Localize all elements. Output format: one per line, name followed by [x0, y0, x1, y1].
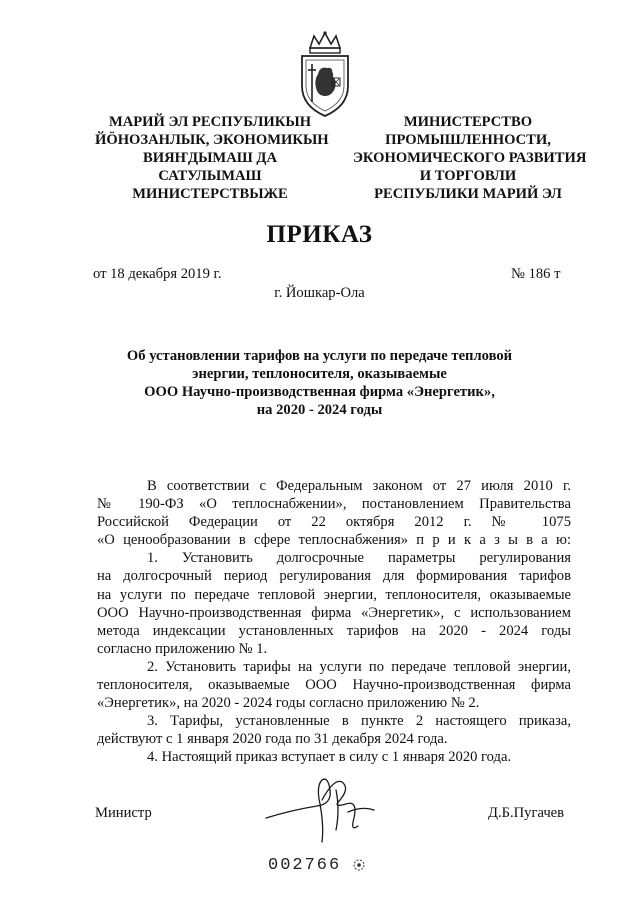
body-line: действуют с 1 января 2020 года по 31 декабря 2024 года. [97, 731, 448, 748]
header-right-line: ПРОМЫШЛЕННОСТИ, [385, 132, 551, 148]
body-line: № 190-ФЗ «О теплоснабжении», постановлением Правительства [97, 496, 571, 513]
order-body [97, 477, 571, 767]
header-left-line: САТУЛЫМАШ [158, 168, 262, 184]
ministry-name-russian [353, 113, 587, 203]
title-line: ООО Научно-производственная фирма «Энергетик», [144, 384, 495, 400]
body-line: согласно приложению № 1. [97, 640, 268, 657]
order-number: № 186 т [511, 266, 561, 282]
title-line: энергии, теплоносителя, оказываемые [192, 366, 447, 382]
security-mark-icon [351, 857, 367, 873]
order-title [60, 347, 579, 419]
signatory-role: Министр [95, 805, 152, 821]
order-city: г. Йошкар-Ола [274, 285, 365, 301]
header-right-line: РЕСПУБЛИКИ МАРИЙ ЭЛ [374, 186, 562, 202]
serial-number: 002766 [268, 856, 342, 875]
ministry-name-mari [95, 113, 329, 203]
body-line: ООО Научно-производственная фирма «Энергетик», с использованием [97, 604, 571, 621]
body-line: метода индексации установленных тарифов на 2020 - 2024 годы [97, 622, 571, 639]
header-right-line: ЭКОНОМИЧЕСКОГО РАЗВИТИЯ [353, 150, 587, 166]
header-right-line: МИНИСТЕРСТВО [403, 114, 533, 130]
body-line: «Энергетик», на 2020 - 2024 годы согласно приложению № 2. [97, 695, 480, 712]
document-type-heading: ПРИКАЗ [266, 221, 373, 248]
header-left-line: ЙӦНОЗАНЛЫК, ЭКОНОМИКЫН [95, 132, 329, 148]
body-line: 1. Установить долгосрочные параметры регулирования [147, 550, 571, 567]
order-date: от 18 декабря 2019 г. [93, 266, 222, 282]
body-line: 4. Настоящий приказ вступает в силу с 1 января 2020 года. [147, 749, 512, 766]
coat-of-arms-icon [296, 30, 354, 118]
body-line: Российской Федерации от 22 октября 2012 г. № 1075 [97, 514, 571, 531]
body-line: 2. Установить тарифы на услуги по передаче тепловой энергии, [147, 658, 571, 675]
header-left-line: ВИЯҤДЫМАШ ДА [142, 150, 277, 166]
handwritten-signature [262, 760, 382, 850]
body-line: теплоносителя, оказываемые ООО Научно-производственная фирма [97, 677, 571, 694]
header-left-line: МИНИСТЕРСТВЫЖЕ [132, 186, 288, 202]
body-line: 3. Тарифы, установленные в пункте 2 настоящего приказа, [147, 713, 571, 730]
header-right-line: И ТОРГОВЛИ [419, 168, 517, 184]
body-line: на услуги по передаче тепловой энергии, теплоносителя, оказываемые [97, 586, 571, 603]
header-left-line: МАРИЙ ЭЛ РЕСПУБЛИКЫН [108, 114, 312, 130]
body-line: «О ценообразовании в сфере теплоснабжения» п р и к а з ы в а ю: [97, 532, 571, 549]
title-line: на 2020 - 2024 годы [256, 402, 383, 418]
body-line: В соответствии с Федеральным законом от 27 июля 2010 г. [147, 478, 571, 494]
body-line: на долгосрочный период регулирования для формирования тарифов [97, 568, 571, 585]
title-line: Об установлении тарифов на услуги по передаче тепловой [126, 348, 513, 364]
signatory-name: Д.Б.Пугачев [488, 805, 565, 821]
